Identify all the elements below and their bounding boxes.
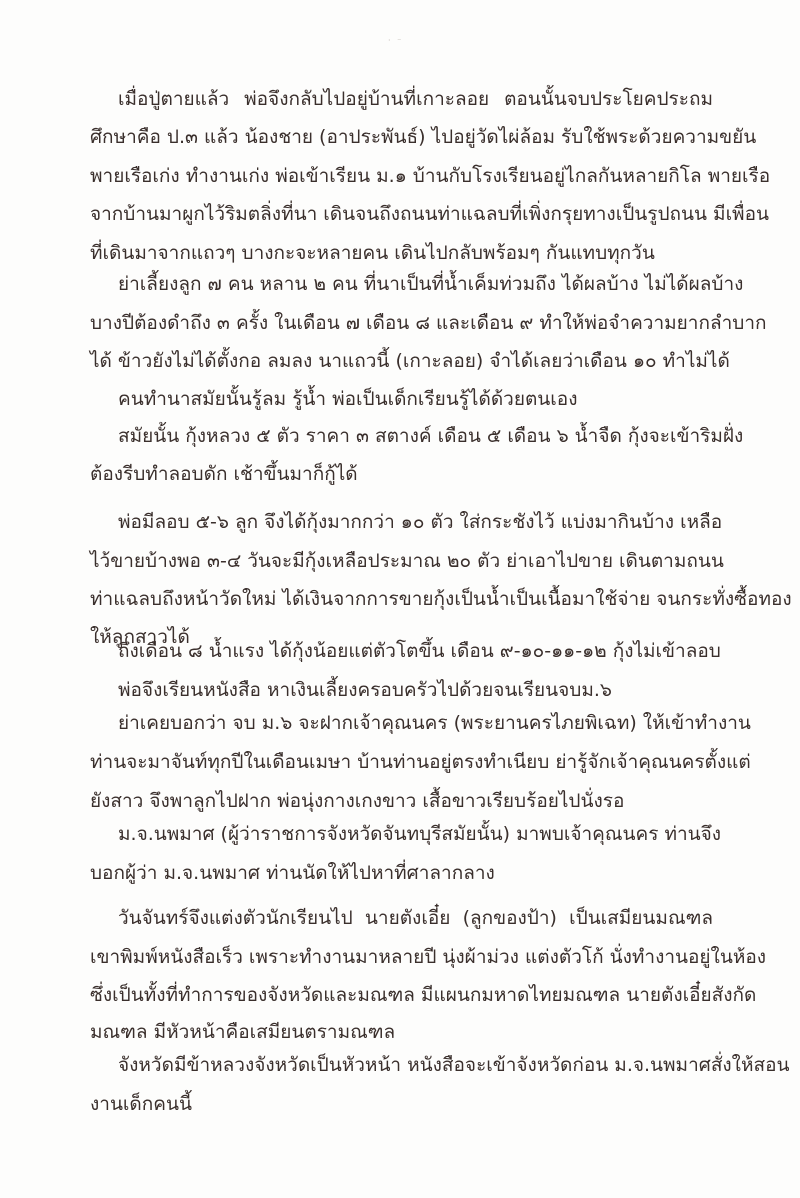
paragraph-1-line-4: จากบ้านมาผูกไว้ริมตลิ่งที่นา เดินจนถึงถนนท่าแฉลบที่เพิ่งกรุยทางเป็นรูปถนน มีเพื่อน	[90, 203, 769, 225]
paragraph-4-line-2: ต้องรีบทำลอบดัก เช้าขึ้นมาก็กู้ได้	[90, 463, 358, 485]
paragraph-8-line-2: ท่านจะมาจันท์ทุกปีในเดือนเมษา บ้านท่านอยู่ตรงทำเนียบ ย่ารู้จักเจ้าคุณนครตั้งแต่	[90, 751, 751, 773]
paragraph-5-line-4: ให้ลูกสาวได้	[90, 626, 190, 648]
paragraph-10-line-1: วันจันทร์จึงแต่งตัวนักเรียนไป นายตังเอี๋ย (ลูกของป้า) เป็นเสมียนมณฑล	[118, 907, 713, 929]
paper-speck: · ⁻	[388, 36, 404, 45]
paragraph-2-line-2: บางปีต้องดำถึง ๓ ครั้ง ในเดือน ๗ เดือน ๘ และเดือน ๙ ทำให้พ่อจำความยากลำบาก	[90, 312, 767, 334]
paragraph-2-line-1: ย่าเลี้ยงลูก ๗ คน หลาน ๒ คน ที่นาเป็นที่น้ำเค็มท่วมถึง ได้ผลบ้าง ไม่ได้ผลบ้าง	[118, 273, 744, 295]
paragraph-11-line-2: งานเด็กคนนี้	[90, 1093, 192, 1115]
paragraph-8-line-1: ย่าเคยบอกว่า จบ ม.๖ จะฝากเจ้าคุณนคร (พระยานครไภยพิเฉท) ให้เข้าทำงาน	[118, 712, 751, 734]
paragraph-7-line-1: พ่อจึงเรียนหนังสือ หาเงินเลี้ยงครอบครัวไปด้วยจนเรียนจบม.๖	[118, 679, 612, 701]
paragraph-3-line-1: คนทำนาสมัยนั้นรู้ลม รู้น้ำ พ่อเป็นเด็กเรียนรู้ได้ด้วยตนเอง	[118, 388, 578, 410]
paragraph-4-line-1: สมัยนั้น กุ้งหลวง ๕ ตัว ราคา ๓ สตางค์ เดือน ๕ เดือน ๖ น้ำจืด กุ้งจะเข้าริมฝั่ง	[118, 425, 744, 447]
paragraph-5-line-2: ไว้ขายบ้างพอ ๓-๔ วันจะมีกุ้งเหลือประมาณ ๒๐ ตัว ย่าเอาไปขาย เดินตามถนน	[90, 550, 724, 572]
paragraph-5-line-3: ท่าแฉลบถึงหน้าวัดใหม่ ได้เงินจากการขายกุ้งเป็นน้ำเป็นเนื้อมาใช้จ่าย จนกระทั่งซื้อทอง	[90, 588, 792, 610]
paragraph-9-line-2: บอกผู้ว่า ม.จ.นพมาศ ท่านนัดให้ไปหาที่ศาลากลาง	[90, 862, 495, 884]
paragraph-10-line-4: มณฑล มีหัวหน้าคือเสมียนตรามณฑล	[90, 1021, 396, 1043]
paragraph-9-line-1: ม.จ.นพมาศ (ผู้ว่าราชการจังหวัดจันทบุรีสมัยนั้น) มาพบเจ้าคุณนคร ท่านจึง	[118, 823, 722, 845]
paragraph-1-line-1: เมื่อปู่ตายแล้ว พ่อจึงกลับไปอยู่บ้านที่เกาะลอย ตอนนั้นจบประโยคประถม	[118, 88, 713, 110]
paragraph-6-line-1: ถึงเดือน ๘ น้ำแรง ได้กุ้งน้อยแต่ตัวโตขึ้น เดือน ๙-๑๐-๑๑-๑๒ กุ้งไม่เข้าลอบ	[118, 640, 721, 662]
paragraph-10-line-3: ซึ่งเป็นทั้งที่ทำการของจังหวัดและมณฑล มีแผนกมหาดไทยมณฑล นายตังเอี๋ยสังกัด	[90, 984, 757, 1006]
paragraph-1-line-2: ศึกษาคือ ป.๓ แล้ว น้องชาย (อาประพันธ์) ไปอยู่วัดไผ่ล้อม รับใช้พระด้วยความขยัน	[90, 126, 757, 148]
paragraph-8-line-3: ยังสาว จึงพาลูกไปฝาก พ่อนุ่งกางเกงขาว เสื้อขาวเรียบร้อยไปนั่งรอ	[90, 790, 625, 812]
paragraph-1-line-3: พายเรือเก่ง ทำงานเก่ง พ่อเข้าเรียน ม.๑ บ้านกับโรงเรียนอยู่ไกลกันหลายกิโล พายเรือ	[90, 165, 771, 187]
paragraph-11-line-1: จังหวัดมีข้าหลวงจังหวัดเป็นหัวหน้า หนังสือจะเข้าจังหวัดก่อน ม.จ.นพมาศสั่งให้สอน	[118, 1054, 790, 1076]
paragraph-5-line-1: พ่อมีลอบ ๕-๖ ลูก จึงได้กุ้งมากกว่า ๑๐ ตัว ใส่กระชังไว้ แบ่งมากินบ้าง เหลือ	[118, 511, 723, 533]
paragraph-1-line-5: ที่เดินมาจากแถวๆ บางกะจะหลายคน เดินไปกลับพร้อมๆ กันแทบทุกวัน	[90, 242, 655, 264]
paragraph-10-line-2: เขาพิมพ์หนังสือเร็ว เพราะทำงานมาหลายปี นุ่งผ้าม่วง แต่งตัวโก้ นั่งทำงานอยู่ในห้อง	[90, 946, 767, 968]
paragraph-2-line-3: ได้ ข้าวยังไม่ได้ตั้งกอ ลมลง นาแถวนี้ (เกาะลอย) จำได้เลยว่าเดือน ๑๐ ทำไม่ได้	[90, 350, 730, 372]
